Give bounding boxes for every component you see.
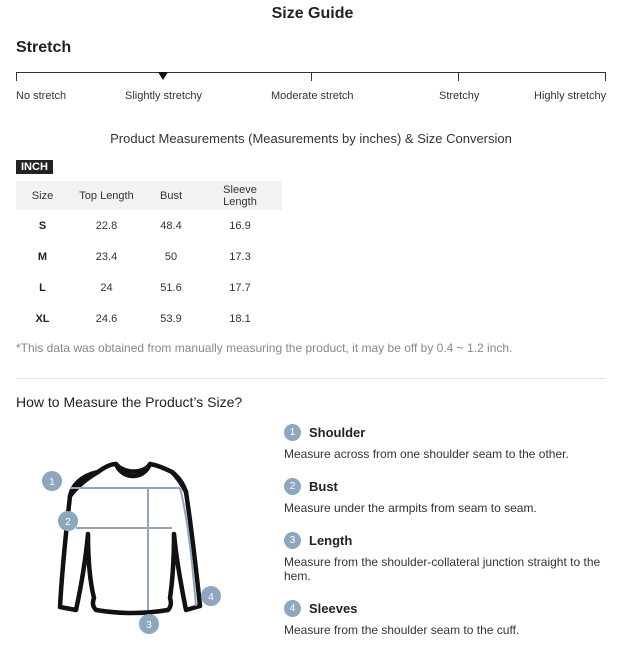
column-header: Sleeve Length — [198, 181, 282, 210]
column-header: Size — [16, 181, 69, 210]
table-cell: 24.6 — [95, 312, 118, 325]
number-badge: 2 — [284, 478, 301, 495]
number-badge: 1 — [284, 424, 301, 441]
table-cell: 17.7 — [229, 281, 251, 294]
table-row — [16, 303, 282, 334]
measure-item-length — [284, 531, 614, 583]
unit-badge[interactable]: INCH — [16, 160, 53, 174]
table-cell: 53.9 — [160, 312, 182, 325]
table-cell: 18.1 — [229, 312, 251, 325]
diagram-badge-3-label: 3 — [146, 620, 152, 631]
measure-item-desc: Measure under the armpits from seam to seam. — [284, 501, 537, 515]
stretch-tick-stretchy — [458, 72, 459, 81]
column-header: Top Length — [69, 181, 144, 210]
table-cell: 24 — [100, 281, 113, 294]
table-cell: 50 — [164, 250, 178, 263]
table-cell: 48.4 — [160, 219, 182, 232]
stretch-label-moderate: Moderate stretch — [271, 90, 354, 102]
size-table — [16, 181, 282, 334]
measure-item-bust — [284, 477, 614, 515]
table-cell: 51.6 — [160, 281, 182, 294]
how-to-measure-title: How to Measure the Product’s Size? — [16, 394, 243, 410]
table-cell: 17.3 — [229, 250, 251, 263]
section-divider — [16, 378, 606, 379]
measurements-title: Product Measurements (Measurements by inches) & Size Conversion — [110, 131, 512, 146]
table-cell: 16.9 — [229, 219, 251, 232]
stretch-label-slightly: Slightly stretchy — [125, 90, 203, 102]
table-cell: 22.8 — [95, 219, 118, 232]
table-cell: 23.4 — [95, 250, 118, 263]
stretch-label-no-stretch: No stretch — [16, 90, 67, 102]
measurement-disclaimer: *This data was obtained from manually measuring the product, it may be off by 0.4 ~ 1.2 inch. — [16, 341, 513, 355]
stretch-tick-no-stretch — [16, 72, 17, 81]
measure-item-sleeves — [284, 599, 614, 637]
diagram-badge-2-label: 2 — [65, 517, 71, 528]
diagram-badge-1-label: 1 — [49, 477, 55, 488]
measure-item-shoulder — [284, 423, 614, 461]
stretch-label-stretchy: Stretchy — [439, 90, 480, 102]
size-cell: XL — [35, 312, 50, 325]
stretch-selected-marker-icon — [158, 72, 168, 80]
table-header-row — [16, 181, 282, 210]
stretch-label-highly: Highly stretchy — [534, 90, 607, 102]
size-cell: M — [37, 250, 48, 263]
size-cell: S — [38, 219, 47, 232]
measure-item-desc: Measure from the shoulder seam to the cuff. — [284, 623, 520, 637]
table-row — [16, 272, 282, 303]
number-badge: 3 — [284, 532, 301, 549]
size-cell: L — [39, 281, 46, 294]
table-row — [16, 210, 282, 241]
sweater-outline-icon — [60, 464, 200, 613]
diagram-badge-4-label: 4 — [208, 592, 214, 603]
table-row — [16, 241, 282, 272]
measure-item-name: Sleeves — [309, 600, 358, 616]
measure-item-name: Bust — [309, 478, 338, 494]
stretch-tick-moderate — [311, 72, 312, 81]
measure-item-name: Shoulder — [309, 424, 366, 440]
sweater-diagram — [40, 460, 230, 640]
measure-item-name: Length — [309, 532, 353, 548]
measure-item-desc: Measure from the shoulder-collateral junction straight to the hem. — [284, 555, 601, 583]
measure-item-desc: Measure across from one shoulder seam to the other. — [284, 447, 569, 461]
page-title: Size Guide — [271, 5, 354, 22]
stretch-heading: Stretch — [16, 39, 72, 56]
column-header: Bust — [144, 181, 198, 210]
number-badge: 4 — [284, 600, 301, 617]
stretch-tick-highly — [605, 72, 606, 81]
stretch-scale — [16, 72, 606, 106]
